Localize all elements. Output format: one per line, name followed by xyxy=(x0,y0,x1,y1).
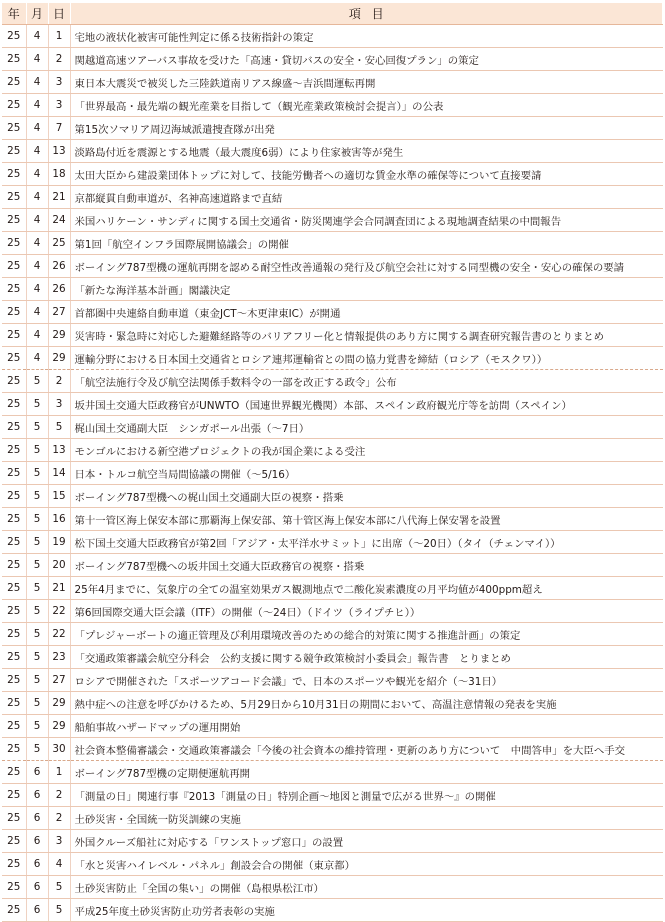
row-item: 梶山国土交通副大臣 シンガポール出張（～7日） xyxy=(70,416,663,439)
row-month: 4 xyxy=(26,25,48,48)
row-year: 25 xyxy=(2,807,26,830)
row-item: 日本・トルコ航空当局間協議の開催（～5/16） xyxy=(70,462,663,485)
row-item: 平成25年度土砂災害防止功労者表彰の実施 xyxy=(70,899,663,922)
row-month: 5 xyxy=(26,462,48,485)
row-item: 運輸分野における日本国土交通省とロシア連邦運輸省との間の協力覚書を締結（ロシア（モスクワ）） xyxy=(70,347,663,370)
table-row xyxy=(2,646,663,669)
row-item: 首都圏中央連絡自動車道（東金JCT～木更津東IC）が開通 xyxy=(70,301,663,324)
row-day: 4 xyxy=(48,853,70,876)
row-item: 松下国土交通大臣政務官が第2回「アジア・太平洋水サミット」に出席（～20日）（タイ（チェンマイ）） xyxy=(70,531,663,554)
row-day: 30 xyxy=(48,738,70,761)
row-month: 6 xyxy=(26,876,48,899)
table-row xyxy=(2,209,663,232)
row-year: 25 xyxy=(2,209,26,232)
row-year: 25 xyxy=(2,531,26,554)
row-year: 25 xyxy=(2,600,26,623)
row-month: 4 xyxy=(26,255,48,278)
row-year: 25 xyxy=(2,163,26,186)
row-year: 25 xyxy=(2,186,26,209)
row-month: 6 xyxy=(26,853,48,876)
row-month: 6 xyxy=(26,899,48,922)
row-item: 第1回「航空インフラ国際展開協議会」の開催 xyxy=(70,232,663,255)
row-year: 25 xyxy=(2,669,26,692)
row-month: 6 xyxy=(26,784,48,807)
table-row xyxy=(2,416,663,439)
row-day: 22 xyxy=(48,623,70,646)
table-row xyxy=(2,876,663,899)
row-day: 13 xyxy=(48,140,70,163)
row-day: 29 xyxy=(48,347,70,370)
row-item: 第6回国際交通大臣会議（ITF）の開催（～24日）（ドイツ（ライプチヒ）） xyxy=(70,600,663,623)
row-item: ボーイング787型機の定期便運航再開 xyxy=(70,761,663,784)
row-month: 4 xyxy=(26,301,48,324)
row-year: 25 xyxy=(2,393,26,416)
row-year: 25 xyxy=(2,301,26,324)
table-row xyxy=(2,48,663,71)
row-year: 25 xyxy=(2,71,26,94)
table-body xyxy=(2,25,663,922)
row-month: 4 xyxy=(26,71,48,94)
row-day: 14 xyxy=(48,462,70,485)
row-month: 5 xyxy=(26,600,48,623)
table-row xyxy=(2,232,663,255)
row-year: 25 xyxy=(2,738,26,761)
row-year: 25 xyxy=(2,278,26,301)
table-row xyxy=(2,25,663,48)
table-row xyxy=(2,554,663,577)
row-day: 27 xyxy=(48,301,70,324)
row-year: 25 xyxy=(2,692,26,715)
row-day: 5 xyxy=(48,876,70,899)
row-item: 熱中症への注意を呼びかけるため、5月29日から10月31日の期間において、高温注意情報の発表を実施 xyxy=(70,692,663,715)
row-day: 29 xyxy=(48,715,70,738)
row-item: 「世界最高・最先端の観光産業を目指して（観光産業政策検討会提言）」の公表 xyxy=(70,94,663,117)
row-day: 15 xyxy=(48,485,70,508)
table-row xyxy=(2,623,663,646)
table-row xyxy=(2,393,663,416)
table-row xyxy=(2,71,663,94)
row-day: 27 xyxy=(48,669,70,692)
row-day: 26 xyxy=(48,255,70,278)
row-item: 土砂災害防止「全国の集い」の開催（島根県松江市） xyxy=(70,876,663,899)
row-item: 太田大臣から建設業団体トップに対して、技能労働者への適切な賃金水準の確保等について直接要請 xyxy=(70,163,663,186)
row-item: 外国クルーズ船社に対応する「ワンストップ窓口」の設置 xyxy=(70,830,663,853)
row-year: 25 xyxy=(2,623,26,646)
row-month: 4 xyxy=(26,324,48,347)
row-year: 25 xyxy=(2,784,26,807)
row-item: 米国ハリケーン・サンディに関する国土交通省・防災関連学会合同調査団による現地調査結果の中間報告 xyxy=(70,209,663,232)
table-row xyxy=(2,324,663,347)
table-row xyxy=(2,715,663,738)
row-year: 25 xyxy=(2,485,26,508)
row-day: 3 xyxy=(48,71,70,94)
row-month: 5 xyxy=(26,646,48,669)
row-item: 「プレジャーボートの適正管理及び利用環境改善のための総合的対策に関する推進計画」の策定 xyxy=(70,623,663,646)
row-day: 23 xyxy=(48,646,70,669)
table-row xyxy=(2,692,663,715)
row-item: 「交通政策審議会航空分科会 公約支援に関する競争政策検討小委員会」報告書 とりまとめ xyxy=(70,646,663,669)
row-item: 「測量の日」関連行事『2013「測量の日」特別企画～地図と測量で広がる世界～』の開催 xyxy=(70,784,663,807)
row-day: 18 xyxy=(48,163,70,186)
table-row xyxy=(2,186,663,209)
row-year: 25 xyxy=(2,347,26,370)
row-day: 16 xyxy=(48,508,70,531)
row-item: ロシアで開催された「スポーツアコード会議」で、日本のスポーツや観光を紹介（～31日） xyxy=(70,669,663,692)
row-year: 25 xyxy=(2,646,26,669)
table-row xyxy=(2,899,663,922)
row-month: 6 xyxy=(26,761,48,784)
row-year: 25 xyxy=(2,324,26,347)
row-item: 京都縦貫自動車道が、名神高速道路まで直結 xyxy=(70,186,663,209)
row-item: 災害時・緊急時に対応した避難経路等のバリアフリー化と情報提供のあり方に関する調査研究報告書のとりまとめ xyxy=(70,324,663,347)
table-row xyxy=(2,301,663,324)
row-item: 社会資本整備審議会・交通政策審議会「今後の社会資本の維持管理・更新のあり方について 中間答申」を大臣へ手交 xyxy=(70,738,663,761)
row-month: 5 xyxy=(26,577,48,600)
row-month: 5 xyxy=(26,485,48,508)
row-month: 6 xyxy=(26,807,48,830)
row-item: 関越道高速ツアーバス事故を受けた「高速・貸切バスの安全・安心回復プラン」の策定 xyxy=(70,48,663,71)
row-item: 25年4月までに、気象庁の全ての温室効果ガス観測地点で二酸化炭素濃度の月平均値が400ppm超え xyxy=(70,577,663,600)
row-day: 7 xyxy=(48,117,70,140)
row-day: 3 xyxy=(48,393,70,416)
row-year: 25 xyxy=(2,232,26,255)
row-year: 25 xyxy=(2,761,26,784)
row-month: 4 xyxy=(26,347,48,370)
table-row xyxy=(2,117,663,140)
row-month: 5 xyxy=(26,692,48,715)
row-year: 25 xyxy=(2,830,26,853)
row-item: モンゴルにおける新空港プロジェクトの我が国企業による受注 xyxy=(70,439,663,462)
row-day: 22 xyxy=(48,600,70,623)
table-row xyxy=(2,140,663,163)
chronology-table xyxy=(2,3,663,922)
row-year: 25 xyxy=(2,715,26,738)
row-day: 13 xyxy=(48,439,70,462)
row-year: 25 xyxy=(2,462,26,485)
row-month: 4 xyxy=(26,117,48,140)
row-day: 2 xyxy=(48,784,70,807)
row-day: 1 xyxy=(48,25,70,48)
row-day: 20 xyxy=(48,554,70,577)
row-item: 「水と災害ハイレベル・パネル」創設会合の開催（東京都） xyxy=(70,853,663,876)
row-day: 3 xyxy=(48,94,70,117)
table-row xyxy=(2,784,663,807)
row-item: 東日本大震災で被災した三陸鉄道南リアス線盛～吉浜間運転再開 xyxy=(70,71,663,94)
table-row xyxy=(2,577,663,600)
row-item: 宅地の液状化被害可能性判定に係る技術指針の策定 xyxy=(70,25,663,48)
row-month: 4 xyxy=(26,94,48,117)
row-item: 第十一管区海上保安本部に那覇海上保安部、第十管区海上保安本部に八代海上保安署を設置 xyxy=(70,508,663,531)
row-day: 29 xyxy=(48,692,70,715)
row-year: 25 xyxy=(2,876,26,899)
table-row xyxy=(2,531,663,554)
row-month: 4 xyxy=(26,163,48,186)
table-row xyxy=(2,830,663,853)
header-year: 年 xyxy=(2,3,26,25)
table-row xyxy=(2,439,663,462)
row-month: 5 xyxy=(26,393,48,416)
table-row xyxy=(2,761,663,784)
row-day: 21 xyxy=(48,186,70,209)
row-day: 21 xyxy=(48,577,70,600)
row-year: 25 xyxy=(2,439,26,462)
row-year: 25 xyxy=(2,508,26,531)
header-month: 月 xyxy=(26,3,48,25)
row-year: 25 xyxy=(2,25,26,48)
row-day: 29 xyxy=(48,324,70,347)
row-day: 1 xyxy=(48,761,70,784)
table-row xyxy=(2,508,663,531)
row-day: 26 xyxy=(48,278,70,301)
row-item: ボーイング787型機の運航再開を認める耐空性改善通報の発行及び航空会社に対する同型機の安全・安心の確保の要請 xyxy=(70,255,663,278)
row-month: 5 xyxy=(26,738,48,761)
row-month: 6 xyxy=(26,830,48,853)
row-item: ボーイング787型機への梶山国土交通副大臣の視察・搭乗 xyxy=(70,485,663,508)
row-year: 25 xyxy=(2,370,26,393)
table-row xyxy=(2,347,663,370)
row-month: 4 xyxy=(26,140,48,163)
row-year: 25 xyxy=(2,255,26,278)
table-row xyxy=(2,370,663,393)
row-month: 5 xyxy=(26,531,48,554)
table-row xyxy=(2,94,663,117)
row-month: 5 xyxy=(26,370,48,393)
table-row xyxy=(2,462,663,485)
row-year: 25 xyxy=(2,48,26,71)
row-item: ボーイング787型機への坂井国土交通大臣政務官の視察・搭乗 xyxy=(70,554,663,577)
row-day: 19 xyxy=(48,531,70,554)
row-month: 4 xyxy=(26,48,48,71)
row-month: 5 xyxy=(26,554,48,577)
row-month: 5 xyxy=(26,416,48,439)
row-month: 5 xyxy=(26,715,48,738)
row-year: 25 xyxy=(2,416,26,439)
row-month: 5 xyxy=(26,508,48,531)
row-item: 第15次ソマリア周辺海域派遣捜査隊が出発 xyxy=(70,117,663,140)
table-row xyxy=(2,807,663,830)
row-month: 5 xyxy=(26,669,48,692)
row-day: 5 xyxy=(48,416,70,439)
table-row xyxy=(2,853,663,876)
row-year: 25 xyxy=(2,853,26,876)
row-year: 25 xyxy=(2,140,26,163)
row-day: 2 xyxy=(48,48,70,71)
row-item: 船舶事故ハザードマップの運用開始 xyxy=(70,715,663,738)
row-day: 2 xyxy=(48,370,70,393)
table-row xyxy=(2,255,663,278)
table-row xyxy=(2,485,663,508)
table-row xyxy=(2,669,663,692)
row-month: 4 xyxy=(26,209,48,232)
row-year: 25 xyxy=(2,554,26,577)
table-row xyxy=(2,738,663,761)
row-year: 25 xyxy=(2,899,26,922)
header-row xyxy=(2,3,663,25)
header-item: 項目 xyxy=(70,3,663,25)
row-year: 25 xyxy=(2,577,26,600)
row-item: 「新たな海洋基本計画」閣議決定 xyxy=(70,278,663,301)
row-day: 3 xyxy=(48,830,70,853)
table-row xyxy=(2,600,663,623)
header-day: 日 xyxy=(48,3,70,25)
table-row xyxy=(2,163,663,186)
row-day: 2 xyxy=(48,807,70,830)
row-month: 5 xyxy=(26,439,48,462)
row-month: 4 xyxy=(26,232,48,255)
table-row xyxy=(2,278,663,301)
row-item: 坂井国土交通大臣政務官がUNWTO（国連世界観光機関）本部、スペイン政府観光庁等を訪問（スペイン） xyxy=(70,393,663,416)
row-day: 5 xyxy=(48,899,70,922)
row-year: 25 xyxy=(2,117,26,140)
row-item: 「航空法施行令及び航空法関係手数料令の一部を改正する政令」公布 xyxy=(70,370,663,393)
row-day: 24 xyxy=(48,209,70,232)
row-month: 4 xyxy=(26,278,48,301)
row-year: 25 xyxy=(2,94,26,117)
row-month: 5 xyxy=(26,623,48,646)
row-day: 25 xyxy=(48,232,70,255)
row-month: 4 xyxy=(26,186,48,209)
row-item: 淡路島付近を震源とする地震（最大震度6弱）により住家被害等が発生 xyxy=(70,140,663,163)
row-item: 土砂災害・全国統一防災訓練の実施 xyxy=(70,807,663,830)
